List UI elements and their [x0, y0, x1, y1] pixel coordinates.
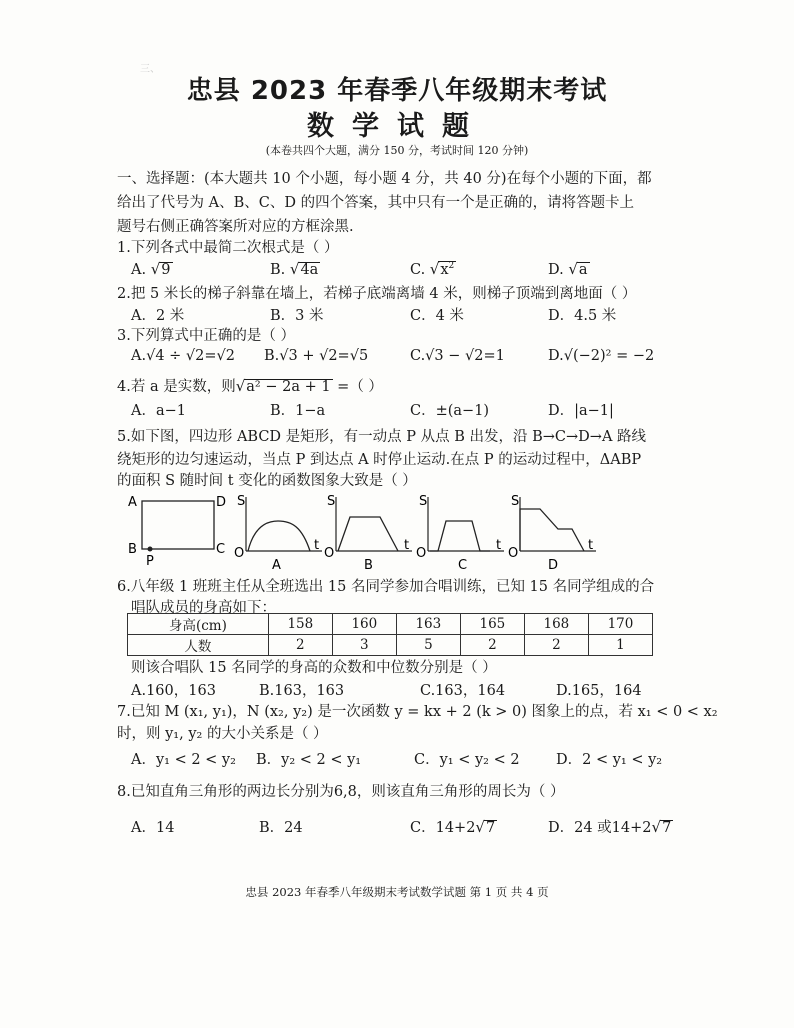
q8-c-prefix: C．14+2: [410, 820, 476, 836]
q3-stem: 3.下列算式中正确的是（ ）: [117, 328, 295, 344]
q2-option-c: C．4 米: [410, 308, 464, 324]
q1-c-radicand: $x^2$: [440, 261, 455, 278]
q3-option-a: A.√4 ÷ √2=√2: [131, 348, 235, 364]
q5-line1: 5.如下图，四边形 ABCD 是矩形，有一动点 P 从点 B 出发，沿 B→C→D→A 路线: [117, 429, 647, 445]
q7-option-d: D．2 < y₁ < y₂: [556, 752, 663, 768]
table-cell: 2: [460, 635, 524, 656]
q7-option-b: B．y₂ < 2 < y₁: [256, 752, 362, 768]
graph-b-origin: O: [324, 546, 335, 561]
q8-option-b: B．24: [259, 820, 303, 836]
table-cell: 2: [268, 635, 332, 656]
q4-stem-post: =（ ）: [332, 379, 383, 395]
q8-d-prefix: D．24 或14+2: [548, 820, 652, 836]
table-cell: 168: [524, 614, 588, 635]
q1-a-label: A.: [131, 262, 147, 278]
q1-option-d: D. √a: [548, 260, 588, 278]
q1-c-base: x: [440, 262, 449, 278]
graph-a-origin: O: [234, 546, 245, 561]
q8-stem: 8.已知直角三角形的两边长分别为6,8，则该直角三角形的周长为（ ）: [117, 784, 565, 800]
table-cell: 3: [332, 635, 396, 656]
q6-option-c: C.163，164: [420, 683, 506, 699]
graph-b-s-label: S: [327, 494, 336, 509]
section1-line1: 一、选择题：(本大题共 10 个小题，每小题 4 分，共 40 分)在每个小题的下面，都: [117, 171, 652, 187]
table-cell: 2: [524, 635, 588, 656]
q1-d-radicand: a: [578, 262, 588, 278]
graph-d-curve: [520, 509, 584, 551]
rectangle-abcd: [142, 501, 214, 549]
graph-c-s-label: S: [419, 494, 428, 509]
q3-option-c: C.√3 − √2=1: [410, 348, 505, 364]
table-cell: 1: [588, 635, 652, 656]
table-cell: 158: [268, 614, 332, 635]
q5-line3: 的面积 S 随时间 t 变化的函数图象大致是（ ）: [117, 473, 417, 489]
q5-graph-c: [414, 491, 509, 571]
q2-option-a: A．2 米: [131, 308, 185, 324]
graph-b-caption: B: [364, 558, 373, 573]
q2-stem: 2.把 5 米长的梯子斜靠在墙上，若梯子底端离墙 4 米，则梯子顶端到离地面（ ）: [117, 286, 637, 302]
q1-b-label: B.: [270, 262, 286, 278]
q7-line1: 7.已知 M (x₁, y₁)，N (x₂, y₂) 是一次函数 y = kx + 2 (k > 0) 图象上的点，若 x₁ < 0 < x₂: [117, 704, 718, 720]
exam-note: (本卷共四个大题，满分 150 分，考试时间 120 分钟): [265, 144, 529, 157]
q5-rectangle-figure: [125, 491, 227, 569]
q4-stem: 4.若 a 是实数，则√a² − 2a + 1 =（ ）: [117, 377, 383, 395]
bleed-through-text: 三、: [140, 64, 525, 75]
q7-line2: 时，则 y₁, y₂ 的大小关系是（ ）: [117, 726, 328, 742]
q6-option-a: A.160，163: [131, 683, 216, 699]
table-cell: 163: [396, 614, 460, 635]
graph-d-origin: O: [508, 546, 519, 561]
table-cell: 160: [332, 614, 396, 635]
q7-option-c: C．y₁ < y₂ < 2: [414, 752, 520, 768]
q5-graph-d: [506, 491, 601, 571]
q4-stem-pre: 4.若 a 是实数，则: [117, 379, 236, 395]
q5-graph-b: [322, 491, 417, 571]
rect-label-c: C: [216, 542, 226, 557]
q3-option-b: B.√3 + √2=√5: [264, 348, 369, 364]
exam-title: 忠县 2023 年春季八年级期末考试: [186, 76, 608, 106]
table-cell: 165: [460, 614, 524, 635]
q8-c-radicand: 7: [485, 820, 496, 836]
table-cell: 身高(cm): [128, 614, 269, 635]
graph-c-caption: C: [458, 558, 468, 573]
q8-option-c: C．14+2√7: [410, 818, 496, 836]
q8-d-radicand: 7: [662, 820, 672, 836]
table-cell: 5: [396, 635, 460, 656]
q2-option-d: D．4.5 米: [548, 308, 617, 324]
point-p: [148, 547, 153, 552]
q6-line1: 6.八年级 1 班班主任从全班选出 15 名同学参加合唱训练，已知 15 名同学组成的合: [117, 579, 655, 595]
table-row: [128, 635, 653, 656]
q4-option-b: B．1−a: [270, 403, 326, 419]
q5-line2: 绕矩形的边匀速运动，当点 P 到达点 A 时停止运动.在点 P 的运动过程中，ΔABP: [117, 452, 642, 468]
q1-b-radicand: 4a: [300, 262, 319, 278]
rect-label-b: B: [128, 542, 137, 557]
page-footer: 忠县 2023 年春季八年级期末考试数学试题 第 1 页 共 4 页: [245, 885, 549, 899]
q5-graph-a: [232, 491, 327, 571]
graph-a-t-label: t: [314, 538, 320, 553]
q1-stem: 1.下列各式中最简二次根式是（ ）: [117, 240, 339, 256]
q6-after: 则该合唱队 15 名同学的身高的众数和中位数分别是（ ）: [131, 660, 497, 676]
q1-option-c: C. $√x^2$: [410, 260, 455, 278]
q6-option-d: D.165，164: [556, 683, 642, 699]
graph-b-curve: [338, 517, 398, 551]
section1-line2: 给出了代号为 A、B、C、D 的四个答案，其中只有一个是正确的，请将答题卡上: [117, 195, 635, 211]
graph-d-t-label: t: [588, 538, 594, 553]
q3-option-d: D.√(−2)² = −2: [548, 348, 655, 364]
q8-option-a: A．14: [131, 820, 175, 836]
q4-option-c: C．±(a−1): [410, 403, 490, 419]
section1-line3: 题号右侧正确答案所对应的方框涂黑.: [117, 219, 354, 235]
graph-a-curve: [248, 521, 310, 551]
graph-a-caption: A: [272, 558, 281, 573]
q1-option-a: A. √9: [131, 260, 171, 278]
graph-c-origin: O: [416, 546, 427, 561]
graph-c-t-label: t: [496, 538, 502, 553]
graph-d-caption: D: [548, 558, 559, 573]
q8-option-d: D．24 或14+2√7: [548, 818, 672, 836]
rect-label-d: D: [216, 495, 227, 510]
rect-label-a: A: [128, 495, 137, 510]
q4-option-a: A．a−1: [131, 403, 186, 419]
graph-d-s-label: S: [511, 494, 520, 509]
exam-subtitle: 数学试题: [307, 111, 487, 142]
q7-option-a: A．y₁ < 2 < y₂: [131, 752, 236, 768]
table-row: [128, 614, 653, 635]
q6-line2: 唱队成员的身高如下：: [131, 600, 276, 616]
rect-label-p: P: [146, 554, 154, 569]
q1-d-label: D.: [548, 262, 564, 278]
q4-option-d: D．|a−1|: [548, 403, 614, 419]
table-cell: 人数: [128, 635, 269, 656]
graph-c-curve: [430, 521, 490, 551]
graph-a-s-label: S: [237, 494, 246, 509]
q4-stem-radicand: a² − 2a + 1: [246, 379, 331, 395]
q1-a-radicand: 9: [161, 262, 171, 278]
q1-c-label: C.: [410, 262, 426, 278]
table-cell: 170: [588, 614, 652, 635]
q6-option-b: B.163，163: [259, 683, 345, 699]
q1-option-b: B. √4a: [270, 260, 319, 278]
graph-b-t-label: t: [404, 538, 410, 553]
q2-option-b: B．3 米: [270, 308, 324, 324]
heights-table: [127, 613, 653, 656]
